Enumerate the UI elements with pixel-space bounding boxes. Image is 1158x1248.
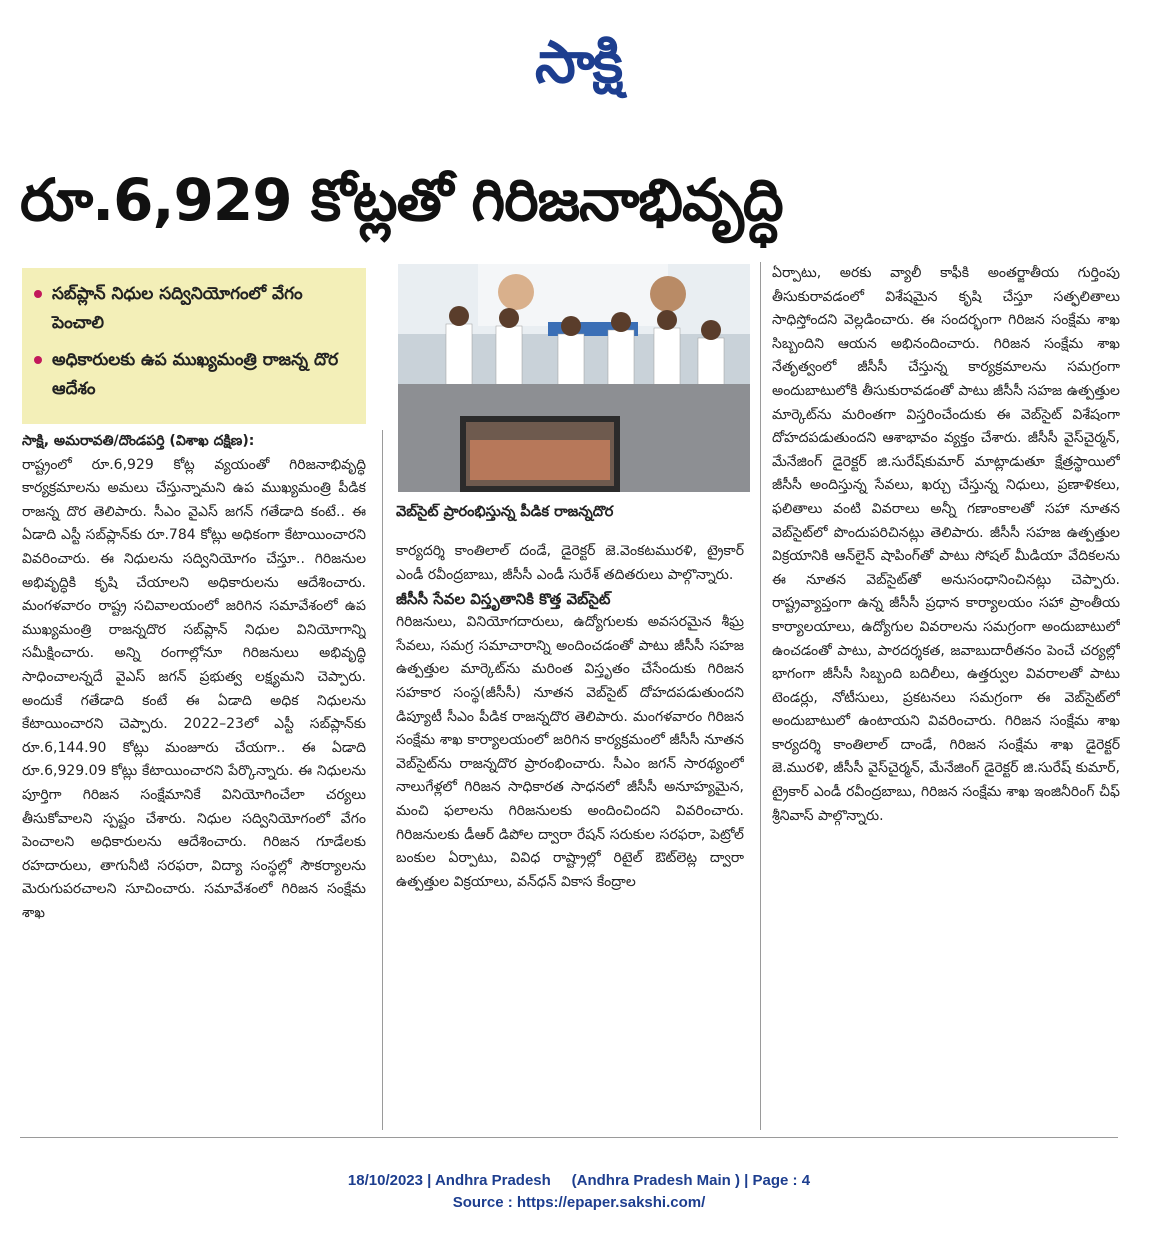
- headline: రూ.6,929 కోట్లతో గిరిజనాభివృద్ధి: [20, 166, 783, 234]
- footer-source-link[interactable]: Source : https://epaper.sakshi.com/: [452, 1194, 706, 1211]
- subheading: జీసీసీ సేవల విస్తృతానికి కొత్త వెబ్‌సైట్‌: [396, 590, 611, 609]
- footer: [0, 1170, 1158, 1214]
- news-photo-illustration: [398, 264, 750, 492]
- article-column-3: [772, 262, 1120, 1130]
- highlight-item: [34, 346, 356, 404]
- article-text: రాష్ట్రంలో రూ.6,929 కోట్ల వ్యయంతో గిరిజనాభివృద్ధి కార్యక్రమాలను అమలు చేస్తున్నామని ఉప ముఖ్యమంత్రి పీడిక రాజన్న దొర తెలిపారు. సీఎం వైఎస్‌ జగన్‌ గతేడాది కంటే.. ఈ ఏడాది ఎస్టీ సబ్‌ప్లాన్‌కు రూ.784 కోట్లు అధికంగా కేటాయించారని వివరించారు. ఈ నిధులను సద్వినియోగం చేస్తూ.. గిరిజనుల అభివృద్ధికి కృషి చేయాలని అధికారులను ఆదేశించారు. మంగళవారం రాష్ట్ర సచివాలయంలో జరిగిన సమావేశంలో ఉప ముఖ్యమంత్రి రాజన్నదొర సబ్‌ప్లాన్‌ నిధుల వినియోగాన్ని సమీక్షించారు. అన్ని రంగాల్లోనూ గిరిజనులు అభివృద్ధి సాధించాలన్నదే వైఎస్‌ జగన్‌ ప్రభుత్వ లక్ష్యమని చెప్పారు. అందుకే గతేడాది కంటే ఈ ఏడాది అధిక నిధులను కేటాయించారని చెప్పారు. 2022–23లో ఎస్టీ సబ్‌ప్లాన్‌కు రూ.6,144.90 కోట్లు మంజూరు చేయగా.. ఈ ఏడాది రూ.6,929.09 కోట్లు కేటాయించారని పేర్కొన్నారు. ఈ నిధులను పూర్తిగా గిరిజన సంక్షేమానికే వినియోగించేలా చర్యలు తీసుకోవాలని స్పష్టం చేశారు. నిధుల సద్వినియోగంలో వేగం పెంచాలని అధికారులను ఆదేశించారు. గిరిజన గూడేలకు రహదారులు, తాగునీటి సరఫరా, విద్యా సంస్థల్లో సౌకర్యాలను మెరుగుపరచాలని సూచించారు. సమావేశంలో గిరిజన సంక్షేమ శాఖ: [22, 456, 366, 921]
- column-divider: [382, 430, 383, 1130]
- article-column-1: [22, 430, 366, 1130]
- article-column-2: [396, 540, 744, 1130]
- sakshi-logo-mark: [478, 22, 678, 102]
- column-divider: [760, 262, 761, 1130]
- bullet-icon: [34, 290, 42, 298]
- photo-caption: వెబ్‌సైట్‌ ప్రారంభిస్తున్న పీడిక రాజన్నదొర: [396, 504, 614, 520]
- bullet-icon: [34, 356, 42, 364]
- sakshi-logo-text: సాక్షి: [534, 28, 622, 96]
- dateline: సాక్షి, అమరావతి/దొండపర్తి (విశాఖ దక్షిణ):: [22, 433, 255, 449]
- footer-edition-info: 18/10/2023 | Andhra Pradesh (Andhra Pradesh Main ) | Page : 4: [347, 1172, 811, 1189]
- article-text: కార్యదర్శి కాంతిలాల్‌ దండే, డైరెక్టర్‌ జె.వెంకటమురళి, ట్రైకార్‌ ఎండీ రవీంద్రబాబు, జీసీసీ ఎండీ సురేశ్‌ తదితరులు పాల్గొన్నారు.: [396, 543, 744, 583]
- highlight-item: [34, 280, 356, 338]
- highlight-text: సబ్‌ప్లాన్‌ నిధుల సద్వినియోగంలో వేగం పెంచాలి: [52, 284, 303, 333]
- highlights-box: [22, 268, 366, 424]
- article-text: ఏర్పాటు, అరకు వ్యాలీ కాఫీకి అంతర్జాతీయ గుర్తింపు తీసుకురావడంలో విశేషమైన కృషి చేస్తూ సత్ఫలితాలు సాధిస్తోందని వెల్లడించారు. ఈ సందర్భంగా గిరిజన సంక్షేమ శాఖ సిబ్బందిని ఆయన అభినందించారు. గిరిజన సంక్షేమ శాఖ నేతృత్వంలో జీసీసీ చేస్తున్న కార్యక్రమాలను సమగ్రంగా అందుబాటులోకి తీసుకురావడంతో పాటు జీసీసీ సహజ ఉత్పత్తుల మార్కెట్‌ను మరింతగా విస్తరించేందుకు ఈ వెబ్‌సైట్‌ విశేషంగా దోహదపడుతుందని ఆశాభావం వ్యక్తం చేశారు. జీసీసీ వైస్‌చైర్మన్, మేనేజింగ్‌ డైరెక్టర్‌ జి.సురేష్‌కుమార్‌ మాట్లాడుతూ క్షేత్రస్థాయిలో జీసీసీ అందిస్తున్న సేవలు, ఖర్చు చేస్తున్న నిధులు, ప్రణాళికలు, ఫలితాలు వంటి వివరాలు అన్నీ గణాంకాలతో సహా నూతన వెబ్‌సైట్‌లో పొందుపరిచినట్లు తెలిపారు. జీసీసీ సహజ ఉత్పత్తుల విక్రయానికి ఆన్‌లైన్‌ షాపింగ్‌తో పాటు సోషల్‌ మీడియా వేదికలను ఈ నూతన వెబ్‌సైట్‌తో అనుసంధానించినట్లు చెప్పారు. రాష్ట్రవ్యాప్తంగా ఉన్న జీసీసీ ప్రధాన కార్యాలయం సహా ప్రాంతీయ కార్యాలయాలు, ఉద్యోగుల వివరాలను సమగ్రంగా అందుబాటులో ఉంచడంతో పాటు, పారదర్శకత, జవాబుదారీతనం పెంచే చర్యల్లో భాగంగా జీసీసీ సిబ్బంది బదిలీలు, ఉత్తర్వుల వివరాలతో పాటు టెండర్లు, నోటీసులు, ప్రకటనలు సమగ్రంగా ఈ వెబ్‌సైట్‌లో అందుబాటులో ఉంటాయని వివరించారు. గిరిజన సంక్షేమ శాఖ కార్యదర్శి కాంతిలాల్‌ దాండే, గిరిజన సంక్షేమ శాఖ డైరెక్టర్‌ జె.మురళి, జీసీసీ వైస్‌చైర్మన్, మేనేజింగ్‌ డైరెక్టర్‌ జి.సురేష్‌ కుమార్, ట్రైకార్‌ ఎండీ రవీంద్రబాబు, గిరిజన సంక్షేమ శాఖ ఇంజినీరింగ్‌ చీఫ్‌ శ్రీనివాస్‌ పాల్గొన్నారు.: [772, 265, 1120, 824]
- highlight-text: అధికారులకు ఉప ముఖ్యమంత్రి రాజన్న దొర ఆదేశం: [52, 350, 339, 399]
- sakshi-logo: [478, 22, 678, 102]
- news-photo: [398, 264, 750, 492]
- article-text: గిరిజనులు, వినియోగదారులు, ఉద్యోగులకు అవసరమైన శీఘ్ర సేవలు, సమగ్ర సమాచారాన్ని అందించడంతో పాటు జీసీసీ సహజ ఉత్పత్తుల మార్కెట్‌ను మరింత విస్తృతం చేసేందుకు గిరిజన సహకార సంస్థ(జీసీసీ) నూతన వెబ్‌సైట్‌ దోహదపడుతుందని డిప్యూటీ సీఎం పీడిక రాజన్నదొర తెలిపారు. మంగళవారం గిరిజన సంక్షేమ శాఖ కార్యాలయంలో జరిగిన కార్యక్రమంలో జీసీసీ నూతన వెబ్‌సైట్‌ను రాజన్నదొర ప్రారంభించారు. సీఎం జగన్‌ సారథ్యంలో నాలుగేళ్లలో గిరిజన సాధికారత సాధనలో జీసీసీ అనూహ్యమైన, మంచి ఫలాలను గిరిజనులకు అందించిందని వివరించారు. గిరిజనులకు డీఆర్‌ డిపోల ద్వారా రేషన్‌ సరుకుల సరఫరా, పెట్రోల్‌ బంకుల ఏర్పాటు, వివిధ రాష్ట్రాల్లో రిటైల్‌ ఔట్‌లెట్ల ద్వారా ఉత్పత్తుల విక్రయాలు, వన్‌ధన్‌ వికాస కేంద్రాల: [396, 614, 744, 890]
- footer-divider: [20, 1137, 1118, 1138]
